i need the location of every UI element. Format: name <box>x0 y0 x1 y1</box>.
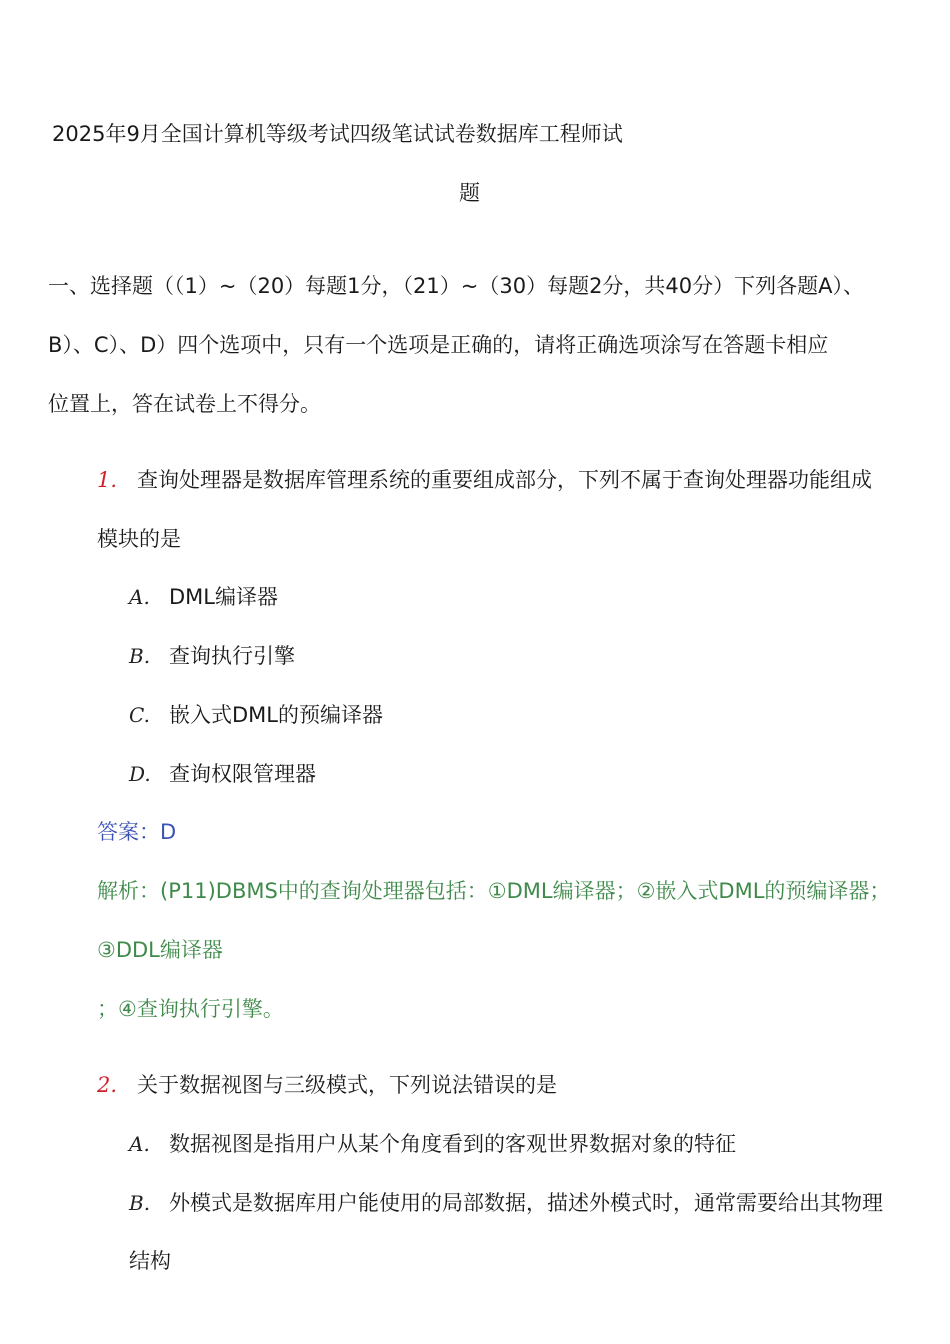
question-1-stem-line2: 模块的是 <box>97 527 181 551</box>
question-1-option-a-text: DML编译器 <box>169 585 278 609</box>
question-2-stem-line1: 关于数据视图与三级模式，下列说法错误的是 <box>137 1073 557 1097</box>
section-instructions-line1: 一、选择题（（1）~（20）每题1分，（21）~（30）每题2分，共40分）下列各题A）、 <box>48 274 865 298</box>
document-title-line2: 题 <box>459 181 480 205</box>
question-1-option-c-text: 嵌入式DML的预编译器 <box>169 703 383 727</box>
question-2-number: 2. <box>97 1073 118 1097</box>
section-instructions-line3: 位置上，答在试卷上不得分。 <box>48 392 321 416</box>
section-instructions-line2: B）、C）、D）四个选项中，只有一个选项是正确的，请将正确选项涂写在答题卡相应 <box>48 333 829 357</box>
question-1-analysis-line3: ；④查询执行引擎。 <box>97 997 284 1021</box>
question-1-analysis-line2: ③DDL编译器 <box>97 938 223 962</box>
question-1-option-d-text: 查询权限管理器 <box>169 762 316 786</box>
question-2-option-a-letter: A. <box>129 1132 150 1156</box>
question-1-option-a-letter: A. <box>129 585 150 609</box>
question-1-option-b-text: 查询执行引擎 <box>169 644 295 668</box>
question-2-option-b-letter: B. <box>129 1191 151 1215</box>
question-1-option-b-letter: B. <box>129 644 151 668</box>
question-1-stem-line1: 查询处理器是数据库管理系统的重要组成部分，下列不属于查询处理器功能组成 <box>137 468 872 492</box>
question-2-option-b-text: 外模式是数据库用户能使用的局部数据，描述外模式时，通常需要给出其物理 <box>169 1191 883 1215</box>
document-title-line1: 2025年9月全国计算机等级考试四级笔试试卷数据库工程师试 <box>52 122 623 146</box>
question-1-answer: 答案：D <box>97 820 177 844</box>
question-1-option-d-letter: D. <box>129 762 151 786</box>
question-1-number: 1. <box>97 468 118 492</box>
question-1-analysis-line1: 解析：(P11)DBMS中的查询处理器包括：①DML编译器；②嵌入式DML的预编译器； <box>97 879 891 903</box>
question-1-option-c-letter: C. <box>129 703 150 727</box>
question-2-option-a-text: 数据视图是指用户从某个角度看到的客观世界数据对象的特征 <box>169 1132 736 1156</box>
question-2-option-b-text-line2: 结构 <box>129 1249 171 1273</box>
